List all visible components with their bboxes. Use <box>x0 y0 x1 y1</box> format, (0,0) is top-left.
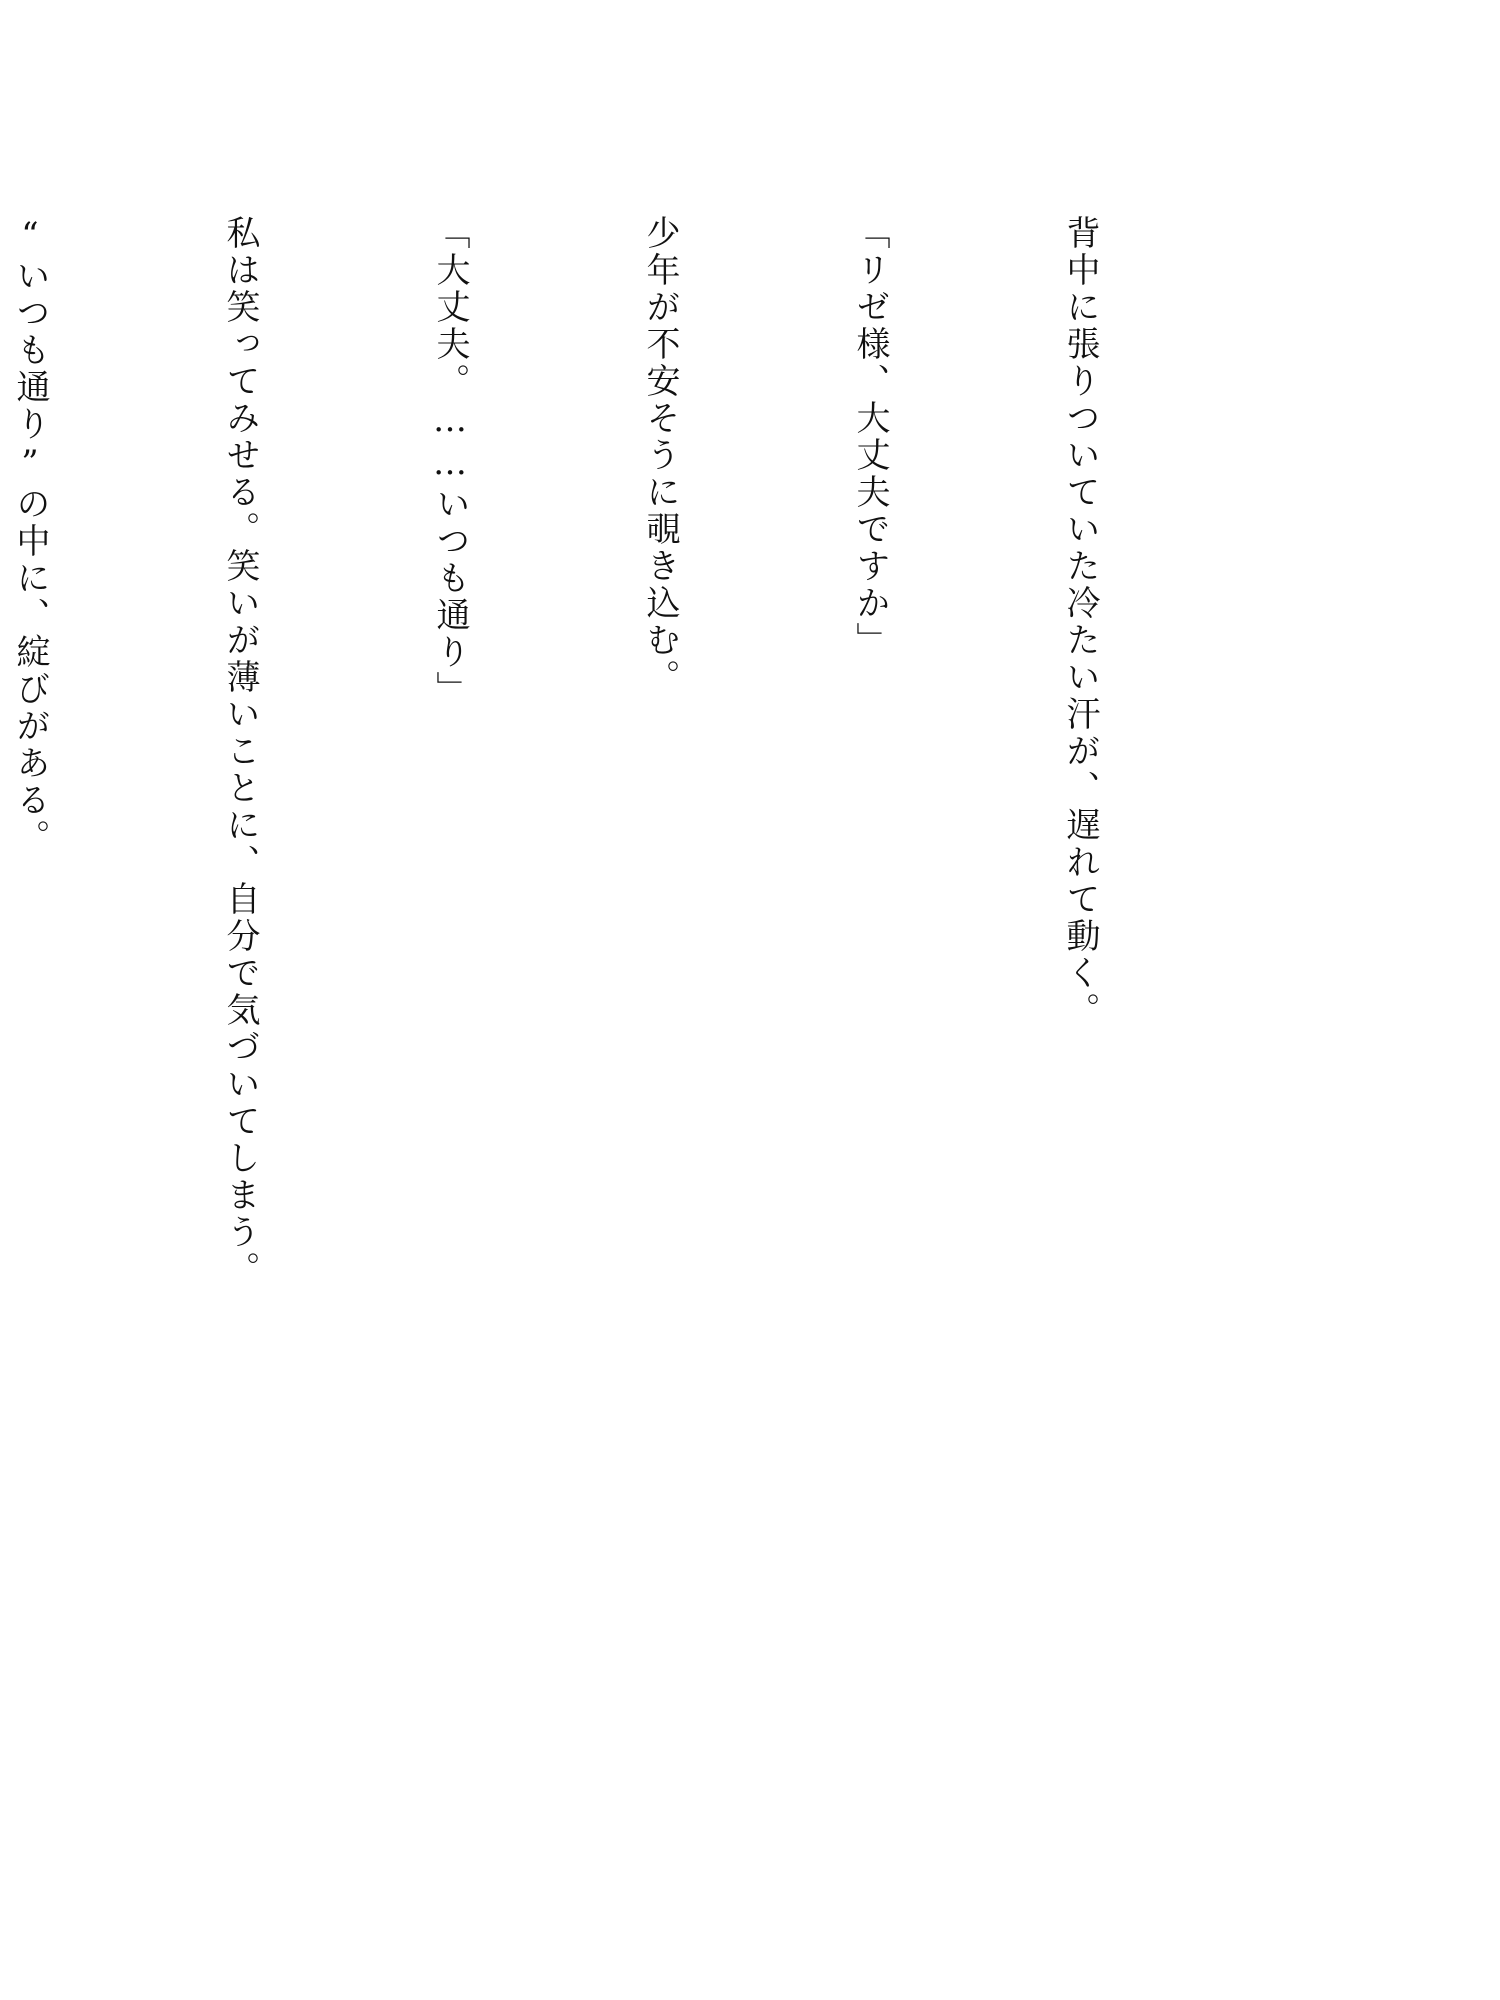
vertical-text-body <box>0 215 1255 1785</box>
text-line: 背中に張りついていた冷たい汗が、遅れて動く。 <box>1060 215 1100 1029</box>
text-line: 「リゼ様、大丈夫ですか」 <box>850 215 890 659</box>
text-line: 少年が不安そうに覗き込む。 <box>640 215 680 696</box>
text-line: 「大丈夫。……いつも通り」 <box>430 215 470 708</box>
text-line: 私は笑ってみせる。笑いが薄いことに、自分で気づいてしまう。 <box>220 215 260 1288</box>
text-line: “いつも通り”の中に、綻びがある。 <box>10 215 50 856</box>
